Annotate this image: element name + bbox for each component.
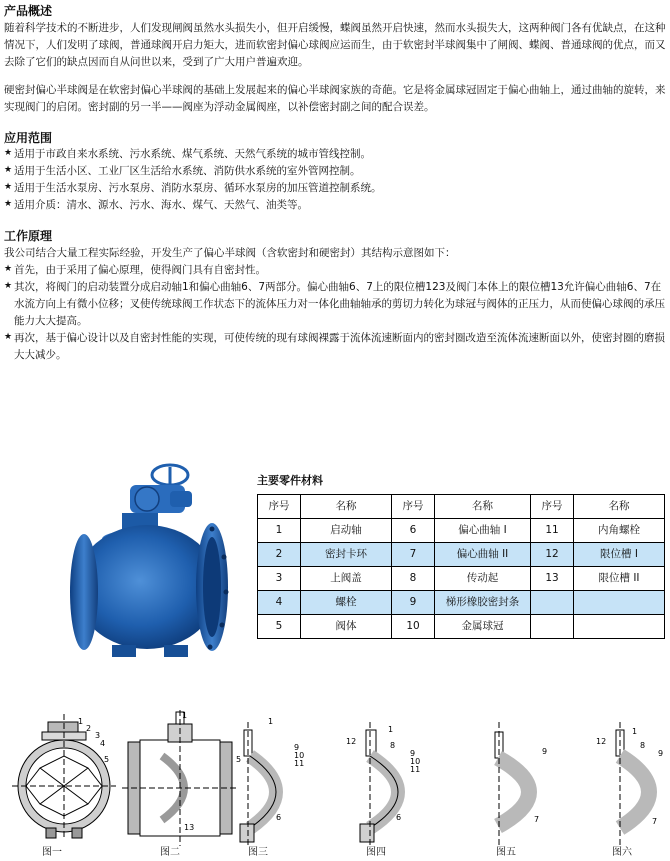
table-cell: 启动轴 — [301, 519, 392, 543]
diagram-label: 2 — [86, 724, 92, 733]
diagram-label: 10 — [410, 757, 421, 766]
structure-diagrams — [0, 700, 670, 857]
diagram-label: 5 — [236, 755, 242, 764]
table-cell: 密封卡环 — [301, 543, 392, 567]
overview-paragraph-1: 随着科学技术的不断进步，人们发现闸阀虽然水头损失小，但开启缓慢，蝶阀虽然开启快速，然而水头损失大，这两种阀门各有优缺点，在这种情况下，人们发明了球阀，普通球阀开启力矩大，进而软密封偏心球阀应运而生，由于软密封半球阀集中了闸阀、蝶阀、普通球阀的优点，而又去除了它们的缺点因而自从问世以来，受到了广大用户普遍欢迎。 — [4, 21, 666, 68]
diagram-label: 5 — [104, 755, 110, 764]
table-cell: 金属球冠 — [435, 615, 531, 639]
table-cell: 2 — [258, 543, 301, 567]
diagram-label: 9 — [658, 749, 664, 758]
table-cell: 上阀盖 — [301, 567, 392, 591]
diagram-label: 6 — [276, 813, 282, 822]
diagram-label: 9 — [410, 749, 416, 758]
figure-caption: 图三 — [248, 847, 268, 858]
principle-title: 工作原理 — [4, 229, 53, 244]
principle-list — [4, 262, 666, 364]
application-item: ★ 适用介质：清水、源水、污水、海水、煤气、天然气、油类等。 — [4, 197, 666, 214]
table-cell: 10 — [392, 615, 435, 639]
table-cell: 11 — [531, 519, 574, 543]
table-cell: 3 — [258, 567, 301, 591]
figure-caption: 图四 — [366, 847, 386, 858]
table-row — [258, 519, 665, 543]
diagram-label: 6 — [396, 813, 402, 822]
figure-1-diagram — [12, 714, 116, 840]
table-cell: 传动起 — [435, 567, 531, 591]
overview-paragraph-2: 硬密封偏心半球阀是在软密封偏心半球阀的基础上发展起来的偏心半球阀家族的奇葩。它是将金属球冠固定于偏心曲轴上，通过曲轴的旋转，来实现阀门的启闭。密封副的另一半——阀座为浮动金属阀座，以补偿密封副之间的配合误差。 — [4, 83, 666, 113]
table-cell: 梯形橡胶密封条 — [435, 591, 531, 615]
table-cell: 限位槽 II — [574, 567, 665, 591]
table-row — [258, 615, 665, 639]
diagram-label: 3 — [95, 731, 101, 740]
table-cell — [531, 615, 574, 639]
table-row — [258, 591, 665, 615]
table-row — [258, 543, 665, 567]
overview-title: 产品概述 — [4, 4, 53, 18]
table-cell: 阀体 — [301, 615, 392, 639]
diagram-label: 12 — [596, 737, 607, 746]
diagram-label: 1 — [632, 727, 638, 736]
table-cell: 9 — [392, 591, 435, 615]
diagram-label: 4 — [100, 739, 106, 748]
diagram-label: 1 — [388, 725, 394, 734]
table-cell: 1 — [258, 519, 301, 543]
column-header: 序号 — [392, 495, 435, 519]
diagram-label: 9 — [294, 743, 300, 752]
column-header: 名称 — [301, 495, 392, 519]
table-cell: 12 — [531, 543, 574, 567]
table-cell: 螺栓 — [301, 591, 392, 615]
application-list — [4, 146, 666, 214]
diagram-label: 7 — [652, 817, 658, 826]
diagram-label: 1 — [78, 717, 84, 726]
figure-caption: 图一 — [42, 847, 62, 858]
figure-caption: 图六 — [612, 847, 632, 858]
table-cell: 偏心曲轴 I — [435, 519, 531, 543]
principle-item: ★ 其次，将阀门的启动装置分成启动轴1和偏心曲轴6、7两部分。偏心曲轴6、7上的限位槽123及阀门本体上的限位槽13允许偏心曲轴6、7在水流方向上有微小位移；叉使传统球阀工作状态下的流体压力对一体化曲轴轴承的剪切力转化为球冠与阀体的正压力，从而使偏心球阀的承压能力大大提高。 — [4, 279, 666, 330]
content — [4, 4, 666, 364]
valve-product-image — [52, 457, 237, 667]
principle-item: ★ 再次，基于偏心设计以及自密封性能的实现，可使传统的现有球阀裸露于流体流速断面内的密封圈改造至流体流速断面以外，使密封圈的磨损大大减少。 — [4, 330, 666, 364]
table-cell: 4 — [258, 591, 301, 615]
table-cell: 8 — [392, 567, 435, 591]
principle-intro: 我公司结合大量工程实际经验，开发生产了偏心半球阀（含软密封和硬密封）其结构示意图如下： — [4, 246, 456, 259]
diagram-label: 13 — [184, 823, 195, 832]
table-cell — [531, 591, 574, 615]
diagram-label: 10 — [294, 751, 305, 760]
diagram-label: 7 — [534, 815, 540, 824]
table-header-row — [258, 495, 665, 519]
table-cell: 偏心曲轴 II — [435, 543, 531, 567]
table-cell: 内角螺栓 — [574, 519, 665, 543]
diagram-label: 11 — [410, 765, 421, 774]
table-cell: 6 — [392, 519, 435, 543]
application-item: ★ 适用于市政自来水系统、污水系统、煤气系统、天然气系统的城市管线控制。 — [4, 146, 666, 163]
figure-caption: 图二 — [160, 847, 180, 858]
column-header: 名称 — [574, 495, 665, 519]
column-header: 序号 — [531, 495, 574, 519]
table-row — [258, 567, 665, 591]
diagram-label: 8 — [390, 741, 396, 750]
diagram-label: 1 — [268, 717, 274, 726]
application-title: 应用范围 — [4, 130, 53, 145]
application-item: ★ 适用于生活小区、工业厂区生活给水系统、消防供水系统的室外管网控制。 — [4, 163, 666, 180]
diagram-label: 9 — [542, 747, 548, 756]
figure-caption: 图五 — [496, 847, 516, 858]
table-cell — [574, 615, 665, 639]
figure-2-diagram — [122, 710, 238, 846]
diagram-label: 12 — [346, 737, 357, 746]
parts-table — [257, 494, 665, 639]
table-cell: 13 — [531, 567, 574, 591]
column-header: 名称 — [435, 495, 531, 519]
figure-5-diagram — [495, 722, 529, 846]
table-cell: 限位槽 I — [574, 543, 665, 567]
diagram-label: 11 — [294, 759, 305, 768]
parts-table-title: 主要零件材料 — [257, 474, 323, 487]
table-cell: 7 — [392, 543, 435, 567]
diagram-label: 8 — [640, 741, 646, 750]
figure-3-diagram — [240, 722, 276, 846]
table-cell — [574, 591, 665, 615]
principle-item: ★ 首先，由于采用了偏心原理，使得阀门具有自密封性。 — [4, 262, 666, 279]
column-header: 序号 — [258, 495, 301, 519]
table-cell: 5 — [258, 615, 301, 639]
application-item: ★ 适用于生活水泵房、污水泵房、消防水泵房、循环水泵房的加压管道控制系统。 — [4, 180, 666, 197]
diagram-label: 1 — [182, 711, 188, 720]
